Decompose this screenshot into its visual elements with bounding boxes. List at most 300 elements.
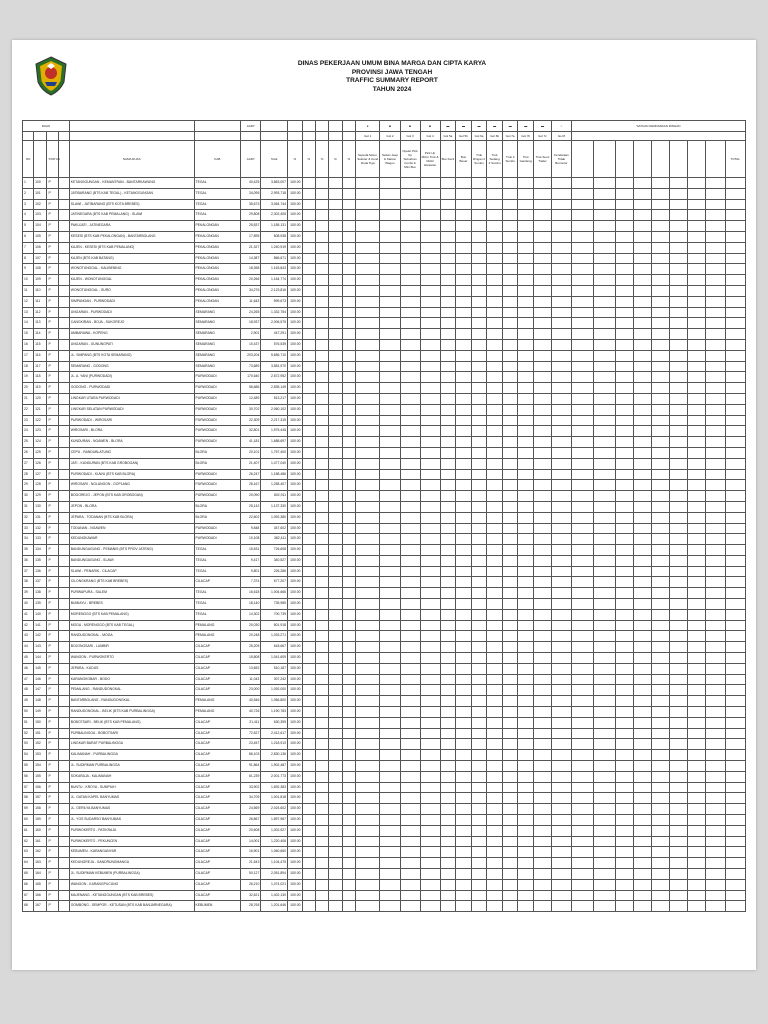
- row-cell: [551, 383, 571, 394]
- row-cell: [687, 793, 705, 804]
- row-cell: [355, 782, 380, 793]
- row-cell: [487, 771, 503, 782]
- row-ruas: 144: [34, 653, 47, 664]
- row-kab: SEMARANG: [194, 329, 241, 340]
- document-page: [12, 40, 756, 970]
- row-cell: [487, 275, 503, 286]
- row-cell: [652, 296, 670, 307]
- row-blank: [58, 858, 69, 869]
- row-cell: [400, 199, 420, 210]
- row-cell: [342, 771, 355, 782]
- row-cell: [518, 383, 534, 394]
- row-cell: [400, 426, 420, 437]
- row-cell: [705, 750, 725, 761]
- row-blank: [58, 577, 69, 588]
- row-cell: [380, 469, 400, 480]
- row-cell: [551, 804, 571, 815]
- row-cell: [571, 761, 593, 772]
- row-cell: [380, 275, 400, 286]
- row-cell: [594, 318, 616, 329]
- row-cell: [315, 663, 328, 674]
- row-cell: [471, 383, 487, 394]
- row-cell: [502, 588, 518, 599]
- row-cell: [355, 825, 380, 836]
- row-cell: [302, 761, 315, 772]
- row-kab: CILACAP: [194, 847, 241, 858]
- row-cell: [471, 890, 487, 901]
- row-cell: [440, 577, 456, 588]
- row-cell: [551, 188, 571, 199]
- row-cell: [634, 825, 652, 836]
- row-cell: [329, 501, 342, 512]
- row-cell: [471, 825, 487, 836]
- row-cell: [571, 178, 593, 189]
- row-cell: [705, 879, 725, 890]
- row-ruas: 121: [34, 404, 47, 415]
- row-cell: [315, 653, 328, 664]
- row-cell: [502, 491, 518, 502]
- row-cell: [616, 458, 634, 469]
- row-name: SIMPANGAN - PURWODADI: [69, 296, 194, 307]
- row-cell: [669, 588, 687, 599]
- row-name: BOBOTSARI - BELIK (BTS KAB PEMALANG): [69, 717, 194, 728]
- row-cell: [380, 728, 400, 739]
- row-cell: [315, 307, 328, 318]
- row-cell: [551, 242, 571, 253]
- row-status: P: [47, 620, 58, 631]
- row-blank: [58, 545, 69, 556]
- row-cell: [616, 339, 634, 350]
- row-cell: [440, 555, 456, 566]
- row-cell: [725, 858, 745, 869]
- row-cell: [594, 815, 616, 826]
- row-cell: [471, 178, 487, 189]
- row-total: 599,673: [261, 296, 288, 307]
- row-cell: [705, 437, 725, 448]
- row-cell: [420, 329, 440, 340]
- row-cell: [440, 890, 456, 901]
- table-row: [23, 480, 746, 491]
- row-cell: [551, 674, 571, 685]
- row-cell: [687, 469, 705, 480]
- row-cell: [705, 480, 725, 491]
- row-cell: [518, 296, 534, 307]
- row-cell: [302, 296, 315, 307]
- row-cell: [440, 210, 456, 221]
- row-cell: [669, 566, 687, 577]
- row-cell: [616, 782, 634, 793]
- non-motor-icon: ○: [551, 121, 571, 132]
- row-kab: PEKALONGAN: [194, 275, 241, 286]
- row-blank: [58, 426, 69, 437]
- row-pct: 100.00: [288, 869, 302, 880]
- row-cell: [551, 361, 571, 372]
- row-kab: SEMARANG: [194, 339, 241, 350]
- row-cell: [571, 642, 593, 653]
- row-cell: [634, 469, 652, 480]
- row-cell: [342, 404, 355, 415]
- row-cell: [616, 761, 634, 772]
- row-cell: [571, 545, 593, 556]
- row-cell: [302, 393, 315, 404]
- row-cell: [456, 901, 472, 912]
- row-cell: [551, 793, 571, 804]
- row-no: 34: [23, 534, 34, 545]
- gol-1: Gol 1: [355, 132, 380, 141]
- row-status: P: [47, 383, 58, 394]
- row-total: 1,258,407: [261, 480, 288, 491]
- row-total: 735,985: [261, 599, 288, 610]
- row-cell: [725, 469, 745, 480]
- row-cell: [571, 458, 593, 469]
- row-cell: [616, 512, 634, 523]
- row-cell: [705, 717, 725, 728]
- row-cell: [725, 901, 745, 912]
- row-cell: [687, 285, 705, 296]
- row-cell: [329, 577, 342, 588]
- row-cell: [355, 620, 380, 631]
- row-kab: PEKALONGAN: [194, 242, 241, 253]
- row-cell: [380, 221, 400, 232]
- row-cell: [705, 285, 725, 296]
- row-no: 13: [23, 307, 34, 318]
- row-status: P: [47, 469, 58, 480]
- row-no: 62: [23, 836, 34, 847]
- row-cell: [440, 761, 456, 772]
- row-cell: [471, 836, 487, 847]
- row-cell: [440, 285, 456, 296]
- row-cell: [355, 674, 380, 685]
- row-status: P: [47, 523, 58, 534]
- row-pct: 100.00: [288, 339, 302, 350]
- row-blank: [58, 804, 69, 815]
- row-pct: 100.00: [288, 653, 302, 664]
- table-row: [23, 631, 746, 642]
- row-cell: [315, 426, 328, 437]
- row-name: KALIMANAH - PURBALINGGA: [69, 750, 194, 761]
- row-cell: [355, 491, 380, 502]
- row-ruas: 125: [34, 447, 47, 458]
- row-cell: [315, 631, 328, 642]
- row-pct: 100.00: [288, 404, 302, 415]
- row-cell: [342, 199, 355, 210]
- row-cell: [687, 707, 705, 718]
- row-cell: [456, 426, 472, 437]
- row-cell: [440, 501, 456, 512]
- row-cell: [471, 599, 487, 610]
- row-cell: [705, 350, 725, 361]
- row-status: P: [47, 447, 58, 458]
- row-kab: PURWODADI: [194, 523, 241, 534]
- row-cell: [652, 717, 670, 728]
- row-ruas: 104: [34, 221, 47, 232]
- row-cell: [342, 415, 355, 426]
- row-name: BANTARBOLANG - RANDUDONGKAL: [69, 696, 194, 707]
- row-cell: [616, 750, 634, 761]
- row-cell: [456, 501, 472, 512]
- row-aadt: 26,210: [241, 879, 261, 890]
- row-cell: [571, 707, 593, 718]
- row-cell: [487, 869, 503, 880]
- row-cell: [380, 815, 400, 826]
- row-cell: [616, 231, 634, 242]
- row-pct: 100.00: [288, 728, 302, 739]
- row-no: 24: [23, 426, 34, 437]
- row-cell: [687, 534, 705, 545]
- row-cell: [420, 491, 440, 502]
- gol-7b: Gol 7b: [518, 132, 534, 141]
- row-cell: [725, 707, 745, 718]
- row-cell: [400, 285, 420, 296]
- row-cell: [705, 296, 725, 307]
- row-cell: [400, 739, 420, 750]
- row-cell: [534, 577, 552, 588]
- row-name: JL. GERILYA BANYUMAS: [69, 804, 194, 815]
- row-cell: [487, 285, 503, 296]
- row-name: MOGA - MORENGGO (BTS KAB TEGAL): [69, 620, 194, 631]
- row-cell: [725, 178, 745, 189]
- row-cell: [551, 782, 571, 793]
- row-total: 1,104,475: [261, 858, 288, 869]
- row-kab: PEKALONGAN: [194, 253, 241, 264]
- row-cell: [594, 285, 616, 296]
- row-cell: [487, 512, 503, 523]
- gol-4: Gol 4: [420, 132, 440, 141]
- row-cell: [571, 534, 593, 545]
- row-total: 1,002,927: [261, 825, 288, 836]
- row-no: 31: [23, 501, 34, 512]
- row-cell: [594, 804, 616, 815]
- row-ruas: 114: [34, 329, 47, 340]
- row-blank: [58, 782, 69, 793]
- row-cell: [616, 588, 634, 599]
- row-cell: [400, 663, 420, 674]
- row-blank: [58, 285, 69, 296]
- row-cell: [518, 339, 534, 350]
- row-cell: [342, 782, 355, 793]
- gol-7a: Gol 7a: [502, 132, 518, 141]
- row-cell: [687, 836, 705, 847]
- row-cell: [302, 372, 315, 383]
- row-aadt: 32,801: [241, 426, 261, 437]
- row-cell: [534, 275, 552, 286]
- row-cell: [594, 663, 616, 674]
- row-cell: [302, 901, 315, 912]
- row-cell: [420, 361, 440, 372]
- row-total: 2,006,575: [261, 318, 288, 329]
- row-cell: [355, 210, 380, 221]
- row-cell: [571, 383, 593, 394]
- row-cell: [440, 491, 456, 502]
- row-cell: [705, 188, 725, 199]
- row-cell: [652, 793, 670, 804]
- desc-2: Sedan Jeep & Station Wagon: [380, 141, 400, 178]
- row-cell: [440, 339, 456, 350]
- row-cell: [634, 869, 652, 880]
- row-cell: [594, 469, 616, 480]
- row-cell: [456, 782, 472, 793]
- row-cell: [315, 728, 328, 739]
- row-cell: [342, 178, 355, 189]
- table-row: [23, 210, 746, 221]
- row-cell: [355, 307, 380, 318]
- row-cell: [616, 847, 634, 858]
- row-cell: [502, 426, 518, 437]
- row-cell: [487, 458, 503, 469]
- row-cell: [594, 599, 616, 610]
- row-pct: 100.00: [288, 750, 302, 761]
- row-cell: [471, 415, 487, 426]
- table-row: [23, 815, 746, 826]
- row-cell: [400, 512, 420, 523]
- row-cell: [487, 188, 503, 199]
- row-cell: [342, 329, 355, 340]
- row-ruas: 110: [34, 285, 47, 296]
- row-cell: [518, 631, 534, 642]
- row-cell: [456, 523, 472, 534]
- row-status: P: [47, 188, 58, 199]
- row-cell: [471, 523, 487, 534]
- row-cell: [594, 631, 616, 642]
- row-cell: [440, 253, 456, 264]
- table-row: [23, 771, 746, 782]
- row-cell: [518, 555, 534, 566]
- table-row: [23, 836, 746, 847]
- row-cell: [329, 761, 342, 772]
- row-cell: [551, 264, 571, 275]
- row-status: P: [47, 761, 58, 772]
- row-cell: [534, 447, 552, 458]
- row-cell: [652, 447, 670, 458]
- row-cell: [400, 534, 420, 545]
- row-cell: [342, 599, 355, 610]
- row-cell: [534, 199, 552, 210]
- row-cell: [502, 674, 518, 685]
- row-cell: [571, 361, 593, 372]
- row-cell: [551, 771, 571, 782]
- row-cell: [705, 447, 725, 458]
- row-cell: [342, 491, 355, 502]
- row-cell: [502, 199, 518, 210]
- row-ruas: 123: [34, 426, 47, 437]
- row-ruas: 152: [34, 739, 47, 750]
- no-header: NO: [23, 141, 34, 178]
- row-cell: [420, 253, 440, 264]
- row-cell: [302, 210, 315, 221]
- row-cell: [380, 555, 400, 566]
- row-cell: [456, 437, 472, 448]
- row-aadt: 40,546: [241, 696, 261, 707]
- row-cell: [380, 264, 400, 275]
- row-cell: [571, 631, 593, 642]
- row-pct: 100.00: [288, 879, 302, 890]
- row-cell: [534, 426, 552, 437]
- row-cell: [380, 609, 400, 620]
- row-name: WIROSARI - NGLANGON - DOPLANG: [69, 480, 194, 491]
- semi-trailer-icon: ▬: [534, 121, 552, 132]
- row-aadt: 50,127: [241, 869, 261, 880]
- row-cell: [705, 361, 725, 372]
- row-cell: [669, 275, 687, 286]
- row-cell: [652, 685, 670, 696]
- row-cell: [687, 404, 705, 415]
- row-name: KETANGGUNGAN - KEMANTRAN - BANTARKAWUNG: [69, 178, 194, 189]
- row-cell: [534, 663, 552, 674]
- row-cell: [355, 836, 380, 847]
- table-row: [23, 307, 746, 318]
- row-no: 59: [23, 804, 34, 815]
- row-cell: [456, 642, 472, 653]
- row-cell: [551, 372, 571, 383]
- row-cell: [302, 491, 315, 502]
- row-no: 37: [23, 566, 34, 577]
- row-blank: [58, 761, 69, 772]
- row-aadt: 86,103: [241, 750, 261, 761]
- row-cell: [315, 361, 328, 372]
- row-status: P: [47, 404, 58, 415]
- row-cell: [420, 178, 440, 189]
- row-cell: [380, 674, 400, 685]
- row-cell: [634, 350, 652, 361]
- row-cell: [380, 858, 400, 869]
- row-cell: [456, 491, 472, 502]
- row-cell: [687, 599, 705, 610]
- row-cell: [471, 815, 487, 826]
- row-cell: [355, 599, 380, 610]
- row-aadt: 15,808: [241, 653, 261, 664]
- row-total: 801,918: [261, 620, 288, 631]
- row-cell: [634, 178, 652, 189]
- row-cell: [571, 372, 593, 383]
- row-kab: CILACAP: [194, 825, 241, 836]
- row-no: 36: [23, 555, 34, 566]
- row-cell: [594, 707, 616, 718]
- row-cell: [634, 253, 652, 264]
- row-cell: [329, 653, 342, 664]
- row-cell: [400, 599, 420, 610]
- row-cell: [534, 404, 552, 415]
- row-cell: [329, 707, 342, 718]
- row-pct: 100.00: [288, 577, 302, 588]
- row-cell: [669, 523, 687, 534]
- row-cell: [456, 631, 472, 642]
- row-cell: [705, 761, 725, 772]
- row-cell: [669, 847, 687, 858]
- row-cell: [534, 264, 552, 275]
- row-aadt: 24,265: [241, 307, 261, 318]
- row-kab: TEGAL: [194, 599, 241, 610]
- row-cell: [342, 426, 355, 437]
- row-kab: BLORA: [194, 458, 241, 469]
- row-cell: [705, 825, 725, 836]
- row-cell: [502, 815, 518, 826]
- row-cell: [440, 879, 456, 890]
- row-cell: [302, 458, 315, 469]
- row-blank: [58, 480, 69, 491]
- row-name: BANDUNGAGUNG - PEMANIS (BTS PROV JATENG): [69, 545, 194, 556]
- row-total: 510,187: [261, 663, 288, 674]
- row-cell: [705, 728, 725, 739]
- row-cell: [687, 750, 705, 761]
- row-cell: [502, 447, 518, 458]
- row-cell: [471, 329, 487, 340]
- row-cell: [302, 242, 315, 253]
- row-status: P: [47, 210, 58, 221]
- row-cell: [705, 890, 725, 901]
- row-cell: [315, 437, 328, 448]
- row-aadt: 20,248: [241, 631, 261, 642]
- row-cell: [571, 253, 593, 264]
